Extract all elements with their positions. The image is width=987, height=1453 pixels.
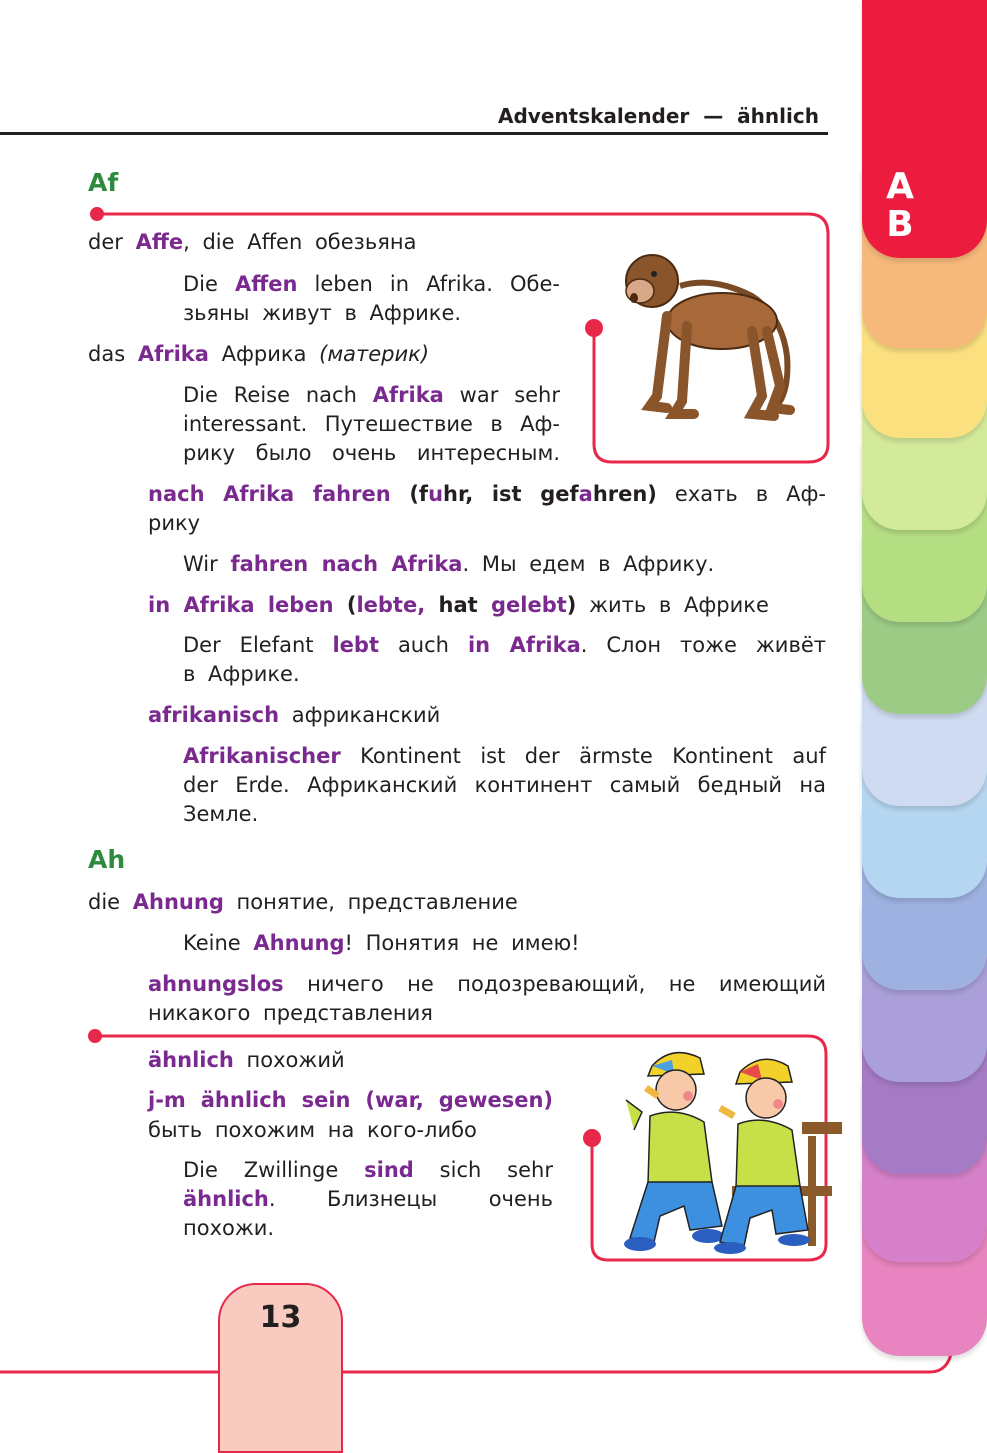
page-number: 13	[259, 1300, 302, 1335]
example-text: Kontinent ist der ärmste Kontinent auf	[340, 744, 826, 768]
article: die	[88, 890, 121, 914]
article: der	[88, 230, 123, 254]
example-text: Keine	[183, 931, 254, 955]
example-leben-line2: в Африке.	[183, 662, 300, 686]
example-affe	[183, 270, 560, 299]
entry-aehnlich-sein	[148, 1086, 553, 1115]
example-afrika	[183, 381, 560, 410]
monkey-illustration	[612, 236, 812, 446]
example-text: Der Elefant	[183, 633, 333, 657]
translation: африканский	[279, 703, 441, 727]
headword: ähnlich	[148, 1048, 234, 1072]
entry-afrikanisch	[148, 701, 440, 730]
example-keyword: Afrika	[372, 383, 444, 407]
note: (материк)	[319, 342, 430, 366]
translation: понятие, представление	[223, 890, 518, 914]
example-keyword: in Afrika	[467, 633, 581, 657]
entry-aehnlich	[148, 1046, 345, 1075]
entry-in-afrika-leben	[148, 591, 769, 620]
headword: ahnungslos	[148, 972, 284, 996]
example-leben	[183, 631, 826, 660]
example-text: leben in Afrika. Обе-	[297, 272, 560, 296]
example-affe-line2: зьяны живут в Африке.	[183, 301, 462, 325]
twins-illustration	[612, 1046, 844, 1254]
translation: ехать в Аф-	[656, 482, 827, 506]
translation: ничего не подозревающий, не имеющий	[283, 972, 826, 996]
example-text: auch	[378, 633, 468, 657]
forms: (f	[390, 482, 429, 506]
forms: )	[566, 593, 577, 617]
translation: , die Affen обезьяна	[183, 230, 417, 254]
section-heading-af: Af	[88, 168, 119, 197]
headword: afrikanisch	[148, 703, 280, 727]
example-ahnung	[183, 929, 580, 958]
example-keyword: Ahnung	[253, 931, 345, 955]
translation: похожий	[233, 1048, 345, 1072]
example-aehnlich-sein	[183, 1156, 553, 1185]
entry-affe	[88, 228, 416, 257]
page-bottom-line	[0, 1350, 952, 1372]
entry-ahnung	[88, 888, 518, 917]
headword: Afrika	[137, 342, 209, 366]
example-afrikanisch	[183, 742, 826, 771]
forms: hat	[425, 593, 491, 617]
translation: жить в Африке	[576, 593, 769, 617]
entry-ahnungslos-line2: никакого представления	[148, 1001, 433, 1025]
example-text: Die	[183, 272, 235, 296]
entry-nach-afrika-fahren	[148, 480, 826, 509]
frame-dot	[90, 207, 104, 221]
forms: (	[333, 593, 357, 617]
example-text: Wir	[183, 552, 231, 576]
section-heading-ah: Ah	[88, 845, 126, 874]
forms: hr, ist gef	[443, 482, 579, 506]
example-afrikanisch-line3: Земле.	[183, 802, 259, 826]
forms: gelebt	[490, 593, 567, 617]
example-text: war sehr	[443, 383, 561, 407]
frame-dot	[583, 1129, 601, 1147]
frame-dot	[585, 319, 603, 337]
headword: Ahnung	[132, 890, 224, 914]
example-keyword: lebt	[332, 633, 379, 657]
entry-afrika	[88, 340, 429, 369]
example-afrika-line3: рику было очень интересным.	[183, 441, 560, 465]
example-afrikanisch-line2: der Erde. Африканский континент самый бедный на	[183, 773, 826, 797]
article: das	[88, 342, 126, 366]
example-text: . Мы едем в Африку.	[462, 552, 715, 576]
example-keyword: ähnlich	[183, 1187, 269, 1211]
tab-letter-b: B	[886, 204, 914, 245]
example-text: . Близнецы очень	[268, 1187, 553, 1211]
example-keyword: Affen	[235, 272, 298, 296]
entry-ahnungslos	[148, 970, 826, 999]
forms-vowel: u	[428, 482, 444, 506]
example-afrika-line2: interessant. Путешествие в Аф-	[183, 412, 560, 436]
entry-fahren-line2: рику	[148, 511, 201, 535]
phrase: nach Afrika fahren	[148, 482, 391, 506]
entry-aehnlich-sein-trans: быть похожим на кого-либо	[148, 1118, 477, 1142]
example-fahren	[183, 550, 714, 579]
phrase: j-m ähnlich sein (war, gewesen)	[148, 1088, 553, 1112]
tab-letter-a: A	[886, 166, 914, 207]
forms: lebte,	[356, 593, 426, 617]
translation: Африка	[208, 342, 320, 366]
example-text: sich sehr	[413, 1158, 553, 1182]
example-text: Die Zwillinge	[183, 1158, 365, 1182]
example-text: Die Reise nach	[183, 383, 373, 407]
example-keyword: fahren nach Afrika	[230, 552, 463, 576]
frame-dot	[88, 1029, 102, 1043]
example-aehnlich-sein-line2	[183, 1185, 553, 1214]
phrase: in Afrika leben	[148, 593, 334, 617]
example-keyword: Afrikanischer	[183, 744, 341, 768]
headword: Affe	[135, 230, 184, 254]
forms-vowel: a	[578, 482, 593, 506]
example-aehnlich-sein-line3: похожи.	[183, 1216, 275, 1240]
example-keyword: sind	[364, 1158, 414, 1182]
forms: hren)	[592, 482, 657, 506]
running-header: Adventskalender — ähnlich	[498, 104, 819, 128]
example-text: ! Понятия не имею!	[344, 931, 580, 955]
example-text: . Слон тоже живёт	[580, 633, 826, 657]
